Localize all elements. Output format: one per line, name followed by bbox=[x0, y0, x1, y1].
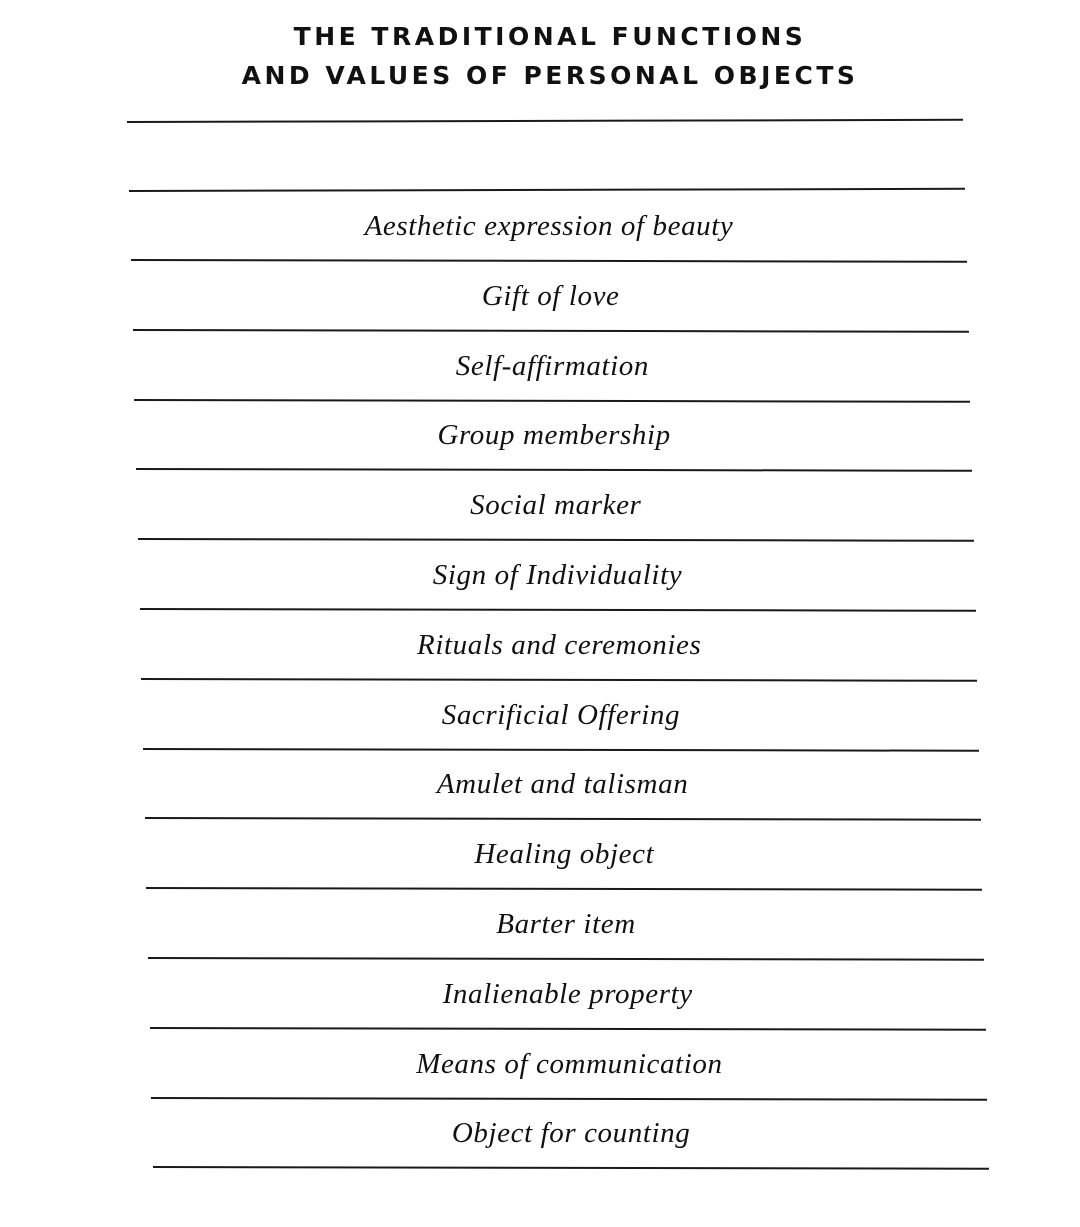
list-item: Amulet and talisman bbox=[436, 768, 689, 801]
list-item: Barter item bbox=[496, 908, 636, 940]
list-item: Healing object bbox=[474, 838, 655, 871]
list-item: Social marker bbox=[470, 489, 642, 522]
title-line-2: AND VALUES OF PERSONAL OBJECTS bbox=[241, 61, 859, 90]
row-divider bbox=[131, 259, 967, 263]
list-item: Gift of love bbox=[481, 279, 620, 312]
list-item: Sacrificial Offering bbox=[441, 698, 681, 731]
row-divider bbox=[148, 957, 984, 961]
list-item: Rituals and ceremonies bbox=[417, 628, 702, 661]
top-rule bbox=[127, 119, 963, 123]
row-divider bbox=[153, 1166, 989, 1170]
title-line-1: THE TRADITIONAL FUNCTIONS bbox=[293, 22, 807, 51]
list-item: Self-affirmation bbox=[455, 349, 650, 382]
row-divider bbox=[151, 1097, 987, 1101]
list-item: Aesthetic expression of beauty bbox=[364, 210, 734, 242]
row-divider bbox=[136, 468, 972, 472]
list-item: Sign of Individuality bbox=[432, 559, 683, 591]
list-item: Inalienable property bbox=[442, 977, 693, 1010]
row-divider bbox=[150, 1027, 986, 1031]
row-divider bbox=[146, 887, 982, 891]
row-divider bbox=[145, 817, 981, 821]
list-item: Means of communication bbox=[416, 1047, 723, 1080]
row-divider bbox=[133, 329, 969, 333]
row-divider bbox=[139, 608, 975, 612]
header-bottom-rule bbox=[129, 188, 965, 192]
list-item: Object for counting bbox=[451, 1117, 691, 1150]
row-divider bbox=[141, 678, 977, 682]
row-divider bbox=[134, 399, 970, 403]
list-item: Group membership bbox=[437, 419, 671, 452]
row-divider bbox=[138, 538, 974, 542]
row-divider bbox=[143, 748, 979, 752]
